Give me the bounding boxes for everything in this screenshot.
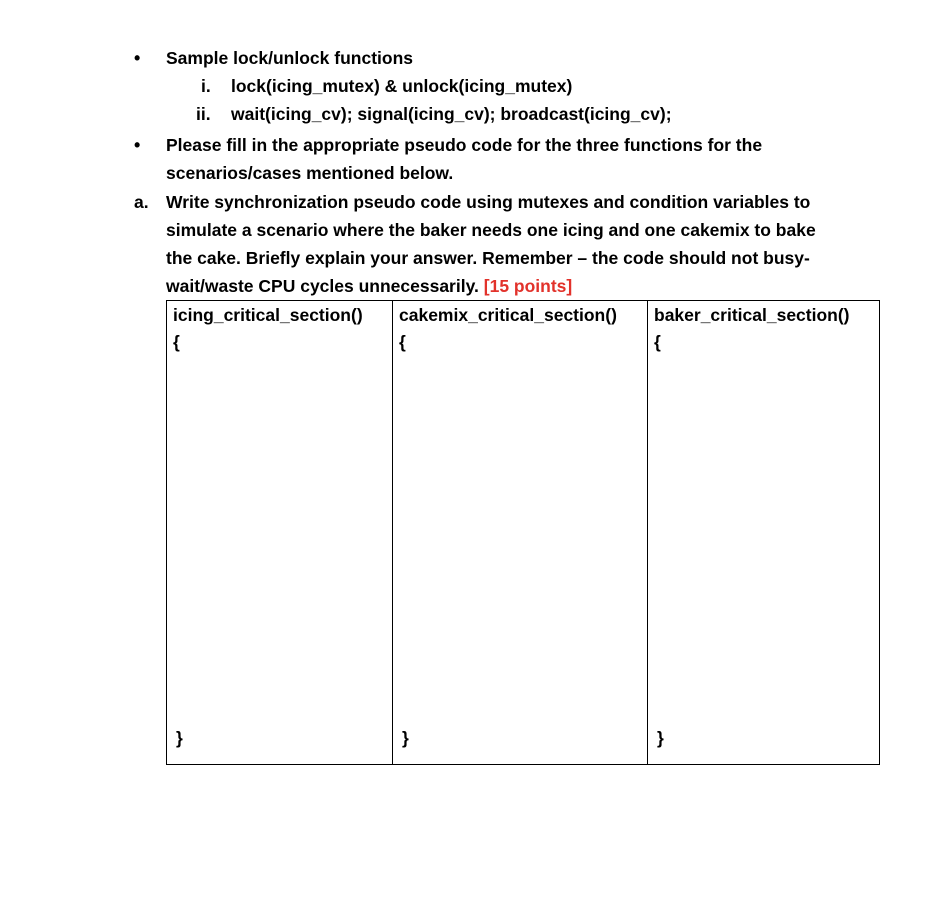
baker-close-brace: } xyxy=(657,728,664,748)
bullet-dot-1: • xyxy=(134,48,141,68)
icing-column-header: icing_critical_section() xyxy=(173,305,363,325)
bullet-2-line-1: Please fill in the appropriate pseudo code for the three functions for the xyxy=(166,135,763,155)
bullet-1-text: Sample lock/unlock functions xyxy=(166,48,413,68)
baker-open-brace: { xyxy=(654,332,661,352)
cakemix-column-header: cakemix_critical_section() xyxy=(399,305,617,325)
cakemix-column-cell[interactable] xyxy=(393,301,648,765)
icing-column-cell[interactable] xyxy=(167,301,393,765)
subitem-1-text: lock(icing_mutex) & unlock(icing_mutex) xyxy=(231,76,573,96)
question-line-4-text: wait/waste CPU cycles unnecessarily. xyxy=(166,276,479,296)
bullet-2-line-2: scenarios/cases mentioned below. xyxy=(166,163,454,183)
cakemix-open-brace: { xyxy=(399,332,406,352)
question-line-4 xyxy=(166,274,572,298)
question-marker: a. xyxy=(134,192,149,212)
question-line-3: the cake. Briefly explain your answer. Remember – the code should not busy- xyxy=(166,248,810,268)
question-line-1: Write synchronization pseudo code using mutexes and condition variables to xyxy=(166,192,811,212)
subitem-1-marker: i. xyxy=(201,76,211,96)
icing-open-brace: { xyxy=(173,332,180,352)
baker-column-header: baker_critical_section() xyxy=(654,305,850,325)
subitem-2-marker: ii. xyxy=(196,104,211,124)
baker-column-cell[interactable] xyxy=(648,301,880,765)
cakemix-close-brace: } xyxy=(402,728,409,748)
question-line-2: simulate a scenario where the baker needs one icing and one cakemix to bake xyxy=(166,220,816,240)
answer-table xyxy=(166,300,880,765)
icing-close-brace: } xyxy=(176,728,183,748)
subitem-2-text: wait(icing_cv); signal(icing_cv); broadcast(icing_cv); xyxy=(231,104,672,124)
bullet-dot-2: • xyxy=(134,135,141,155)
points-badge: [15 points] xyxy=(483,276,573,296)
